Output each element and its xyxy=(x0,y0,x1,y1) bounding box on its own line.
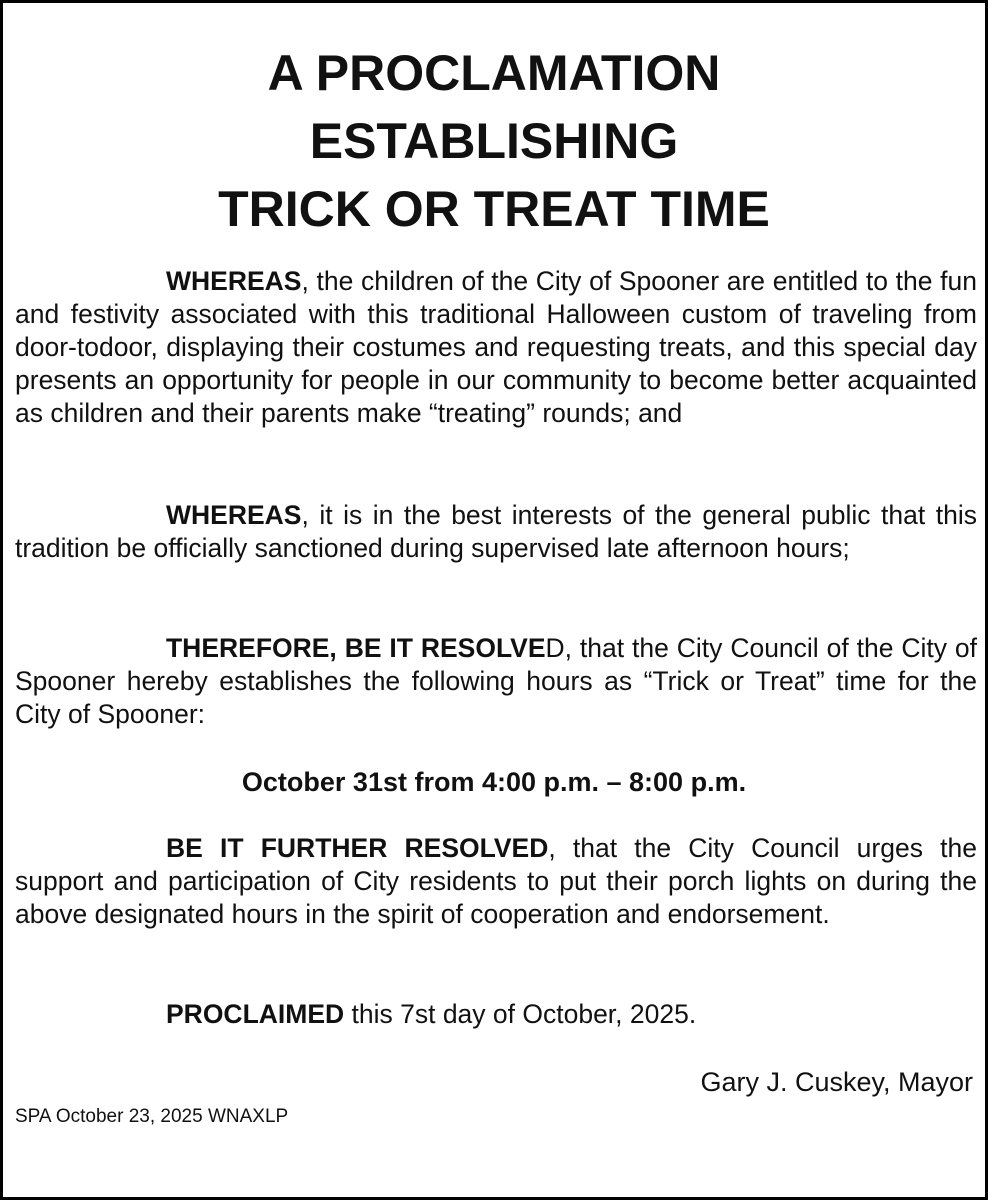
paragraph-text: , it is in the best interests of the general public that this tradition be officially sanctioned during supervised late afternoon hours; xyxy=(15,500,977,563)
paragraph-lead: WHEREAS xyxy=(166,500,302,530)
title-line-1: A PROCLAMATION xyxy=(267,45,721,101)
title-line-2: ESTABLISHING xyxy=(309,113,679,169)
mayor-signature: Gary J. Cuskey, Mayor xyxy=(700,1067,973,1097)
paragraph-text: , the children of the City of Spooner are entitled to the fun and festivity associated with this traditional Halloween custom of traveling from door-todoor, displaying their costumes and requesting treats, and this special day presents an opportunity for people in our community to become better acquainted as children and their parents make “treating” rounds; and xyxy=(15,266,977,428)
title-line-3: TRICK OR TREAT TIME xyxy=(218,181,770,237)
paragraph-text: D, that the City Council of the City of Spooner hereby establishes the following hours as “Trick or Treat” time for the City of Spooner: xyxy=(15,633,977,729)
trick-or-treat-hours: October 31st from 4:00 p.m. – 8:00 p.m. xyxy=(241,767,747,797)
paragraph-lead: PROCLAIMED xyxy=(166,999,345,1029)
publication-footer: SPA October 23, 2025 WNAXLP xyxy=(15,1106,289,1127)
paragraph-lead: THEREFORE, BE IT RESOLVE xyxy=(166,633,546,663)
page-title xyxy=(3,39,985,243)
paragraph-text: , that the City Council urges the support and participation of City residents to put their porch lights on during the above designated hours in the spirit of cooperation and endorsement. xyxy=(15,833,977,929)
proclaimed-paragraph xyxy=(15,998,977,1031)
further-resolved-paragraph xyxy=(15,832,977,931)
paragraph-lead: BE IT FURTHER RESOLVED xyxy=(166,833,549,863)
whereas-paragraph-1 xyxy=(15,265,977,430)
resolved-paragraph xyxy=(15,632,977,731)
paragraph-text: this 7st day of October, 2025. xyxy=(344,999,697,1029)
whereas-paragraph-2 xyxy=(15,499,977,565)
paragraph-lead: WHEREAS xyxy=(166,266,302,296)
